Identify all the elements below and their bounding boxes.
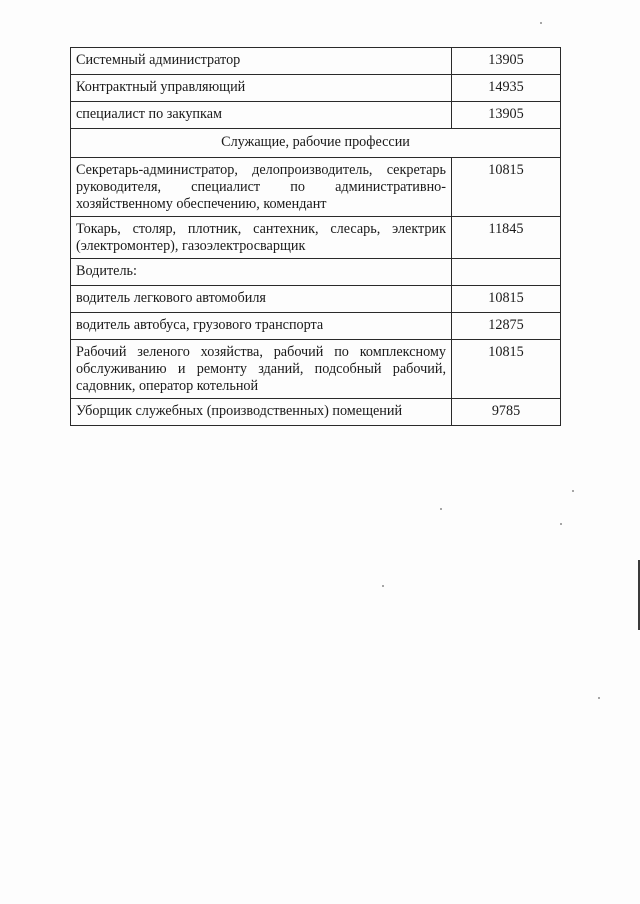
position-title: Системный администратор xyxy=(71,48,452,75)
position-title: водитель легкового автомобиля xyxy=(71,286,452,313)
salary-value: 13905 xyxy=(452,48,561,75)
scan-speck xyxy=(440,508,442,510)
section-heading: Служащие, рабочие профессии xyxy=(71,129,561,158)
table-row xyxy=(71,313,561,340)
scan-speck xyxy=(560,523,562,525)
table-row xyxy=(71,217,561,259)
salary-value: 10815 xyxy=(452,286,561,313)
position-title: Уборщик служебных (производственных) помещений xyxy=(71,399,452,426)
position-title: специалист по закупкам xyxy=(71,102,452,129)
salary-value: 14935 xyxy=(452,75,561,102)
position-title: Токарь, столяр, плотник, сантехник, слесарь, электрик (электромонтер), газоэлектросварщик xyxy=(71,217,452,259)
scan-speck xyxy=(572,490,574,492)
section-row xyxy=(71,129,561,158)
table-row xyxy=(71,259,561,286)
salary-value: 11845 xyxy=(452,217,561,259)
salary-value: 10815 xyxy=(452,158,561,217)
position-title: водитель автобуса, грузового транспорта xyxy=(71,313,452,340)
salary-value: 12875 xyxy=(452,313,561,340)
table-row xyxy=(71,48,561,75)
table-row xyxy=(71,158,561,217)
table-row xyxy=(71,340,561,399)
salary-value: 13905 xyxy=(452,102,561,129)
table-row xyxy=(71,75,561,102)
salary-value xyxy=(452,259,561,286)
salary-value: 10815 xyxy=(452,340,561,399)
salary-value: 9785 xyxy=(452,399,561,426)
table-row xyxy=(71,399,561,426)
position-title: Водитель: xyxy=(71,259,452,286)
salary-table xyxy=(70,47,561,426)
position-title: Контрактный управляющий xyxy=(71,75,452,102)
scan-speck xyxy=(382,585,384,587)
table-row xyxy=(71,102,561,129)
table-row xyxy=(71,286,561,313)
scan-speck xyxy=(598,697,600,699)
position-title: Рабочий зеленого хозяйства, рабочий по комплексному обслуживанию и ремонту зданий, подсобный рабочий, садовник, оператор котельной xyxy=(71,340,452,399)
position-title: Секретарь-администратор, делопроизводитель, секретарь руководителя, специалист по административно-хозяйственному обеспечению, комендант xyxy=(71,158,452,217)
scan-speck xyxy=(540,22,542,24)
